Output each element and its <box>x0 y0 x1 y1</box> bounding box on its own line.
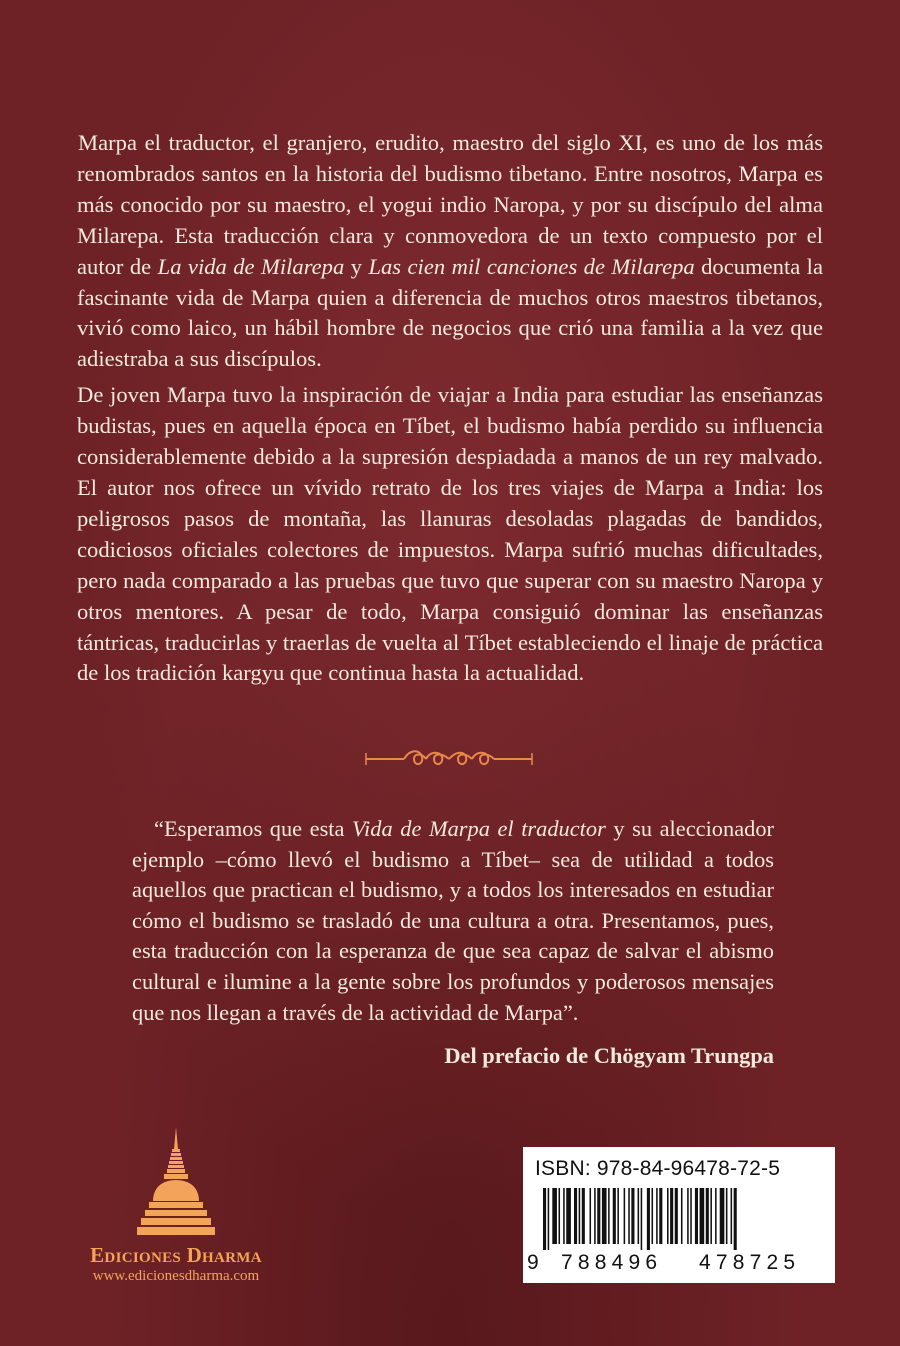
barcode-bar <box>613 1188 616 1244</box>
barcode-bar <box>647 1188 650 1250</box>
publisher-website: www.edicionesdharma.com <box>92 1268 260 1284</box>
barcode-bar <box>543 1188 546 1250</box>
barcode-bar <box>715 1188 717 1244</box>
barcode-bar <box>681 1188 683 1244</box>
quote-part-a: “Esperamos que esta <box>154 816 353 841</box>
description-paragraph-1 <box>77 128 823 375</box>
publisher-logo <box>56 1127 296 1287</box>
barcode-bar <box>659 1188 662 1244</box>
barcode-bar <box>706 1188 709 1244</box>
barcode-bars-icon <box>543 1188 827 1250</box>
barcode-bar <box>582 1188 585 1244</box>
barcode-bar <box>656 1188 658 1244</box>
barcode-bar <box>687 1188 689 1244</box>
barcode-bar <box>631 1188 634 1244</box>
barcode-bar <box>590 1188 592 1244</box>
barcode-digits <box>523 1251 835 1277</box>
quote-book-title: Vida de Marpa el traductor <box>352 816 606 841</box>
barcode-bar <box>638 1188 640 1244</box>
quote-part-b: y su aleccionador ejemplo –cómo llevó el budismo a Tíbet– sea de utilidad a todos aquellos que practican el budismo, y a todos los interesados en estudiar cómo el budismo se trasladó de una cultura a otra. Presentamos, pues, esta traducción con la esperanza de que sea capaz de salvar el abismo cultural e ilumine a la gente sobre los profundos y poderosos mensajes que nos llegan a través de la actividad de Marpa”. <box>132 816 774 1025</box>
barcode-digit-group-1: 788496 <box>561 1251 663 1274</box>
quote-attribution: Del prefacio de Chögyam Trungpa <box>444 1043 774 1068</box>
barcode-bar <box>670 1188 673 1244</box>
preface-quote <box>132 814 774 1028</box>
barcode-bar <box>720 1188 725 1244</box>
barcode-bar <box>594 1188 596 1244</box>
barcode-bar <box>563 1188 565 1244</box>
description-p2-text: De joven Marpa tuvo la inspiración de viajar a India para estudiar las enseñanzas budistas, pues en aquella época en Tíbet, el budismo había perdido su influencia considerablemente debido a la supresión despiadada a manos de un rey malvado. El autor nos ofrece un vívido retrato de los tres viajes de Marpa a India: los peligrosos pasos de montaña, las llanuras desoladas plagadas de bandidos, codiciosos oficiales colectores de impuestos. Marpa sufrió muchas dificultades, pero nada comparado a las pruebas que tuvo que superar con su maestro Naropa y otros mentores. A pesar de todo, Marpa consiguió dominar las enseñanzas tántricas, traducirlas y traerlas de vuelta al Tíbet estableciendo el linaje de práctica de los tradición kargyu que continua hasta la actualidad. <box>77 382 823 686</box>
barcode-bar <box>608 1188 610 1244</box>
barcode-bar <box>552 1188 557 1244</box>
barcode-bar <box>628 1188 630 1244</box>
description-p1-part-a: Marpa el traductor, el granjero, erudito, maestro del siglo XI, es uno de los más renombrados santos en la historia del budismo tibetano. Entre nosotros, Marpa es más conocido por su maestro, el yogui indio Naropa, y por su discípulo del alma Milarepa. Esta traducción clara y conmovedora de un texto compuesto por el autor de <box>77 130 823 279</box>
book-description <box>77 128 823 689</box>
ornament-divider-icon <box>364 745 534 773</box>
description-paragraph-2 <box>77 380 823 689</box>
barcode-bar <box>597 1188 600 1244</box>
barcode-bar <box>710 1188 712 1244</box>
stupa-icon <box>131 1127 221 1242</box>
barcode-bar <box>695 1188 698 1244</box>
barcode-bar <box>559 1188 561 1244</box>
barcode-bar <box>548 1188 550 1250</box>
barcode-bar <box>667 1188 669 1244</box>
description-p1-part-b: documenta la fascinante vida de Marpa quien a diferencia de muchos otros maestros tibetanos, vivió como laico, un hábil hombre de negocios que crió una familia a la vez que adiestraba a sus discípulos. <box>77 253 823 372</box>
barcode-bar <box>579 1188 581 1244</box>
book-title-milarepa-songs: Las cien mil canciones de Milarepa <box>368 253 695 279</box>
barcode-bar <box>574 1188 577 1244</box>
barcode-bar <box>734 1188 737 1250</box>
barcode-bar <box>726 1188 728 1244</box>
barcode-bar <box>624 1188 626 1244</box>
isbn-label: ISBN: 978-84-96478-72-5 <box>535 1157 781 1180</box>
quote-paragraph <box>132 814 774 1028</box>
barcode-bar <box>675 1188 678 1244</box>
barcode-bar <box>617 1188 619 1244</box>
barcode-bar <box>700 1188 705 1244</box>
barcode-first-digit: 9 <box>527 1251 539 1274</box>
barcode-bar <box>690 1188 692 1244</box>
description-p1-connector: y <box>344 253 369 279</box>
barcode-bar <box>652 1188 654 1244</box>
book-title-milarepa-life: La vida de Milarepa <box>157 253 345 279</box>
isbn-barcode <box>523 1147 835 1283</box>
barcode-digit-group-2: 478725 <box>699 1251 801 1274</box>
publisher-name: Ediciones Dharma <box>90 1243 262 1267</box>
barcode-bar <box>566 1188 571 1244</box>
barcode-bar <box>602 1188 607 1244</box>
barcode-bar <box>731 1188 733 1244</box>
barcode-bar <box>641 1188 643 1250</box>
